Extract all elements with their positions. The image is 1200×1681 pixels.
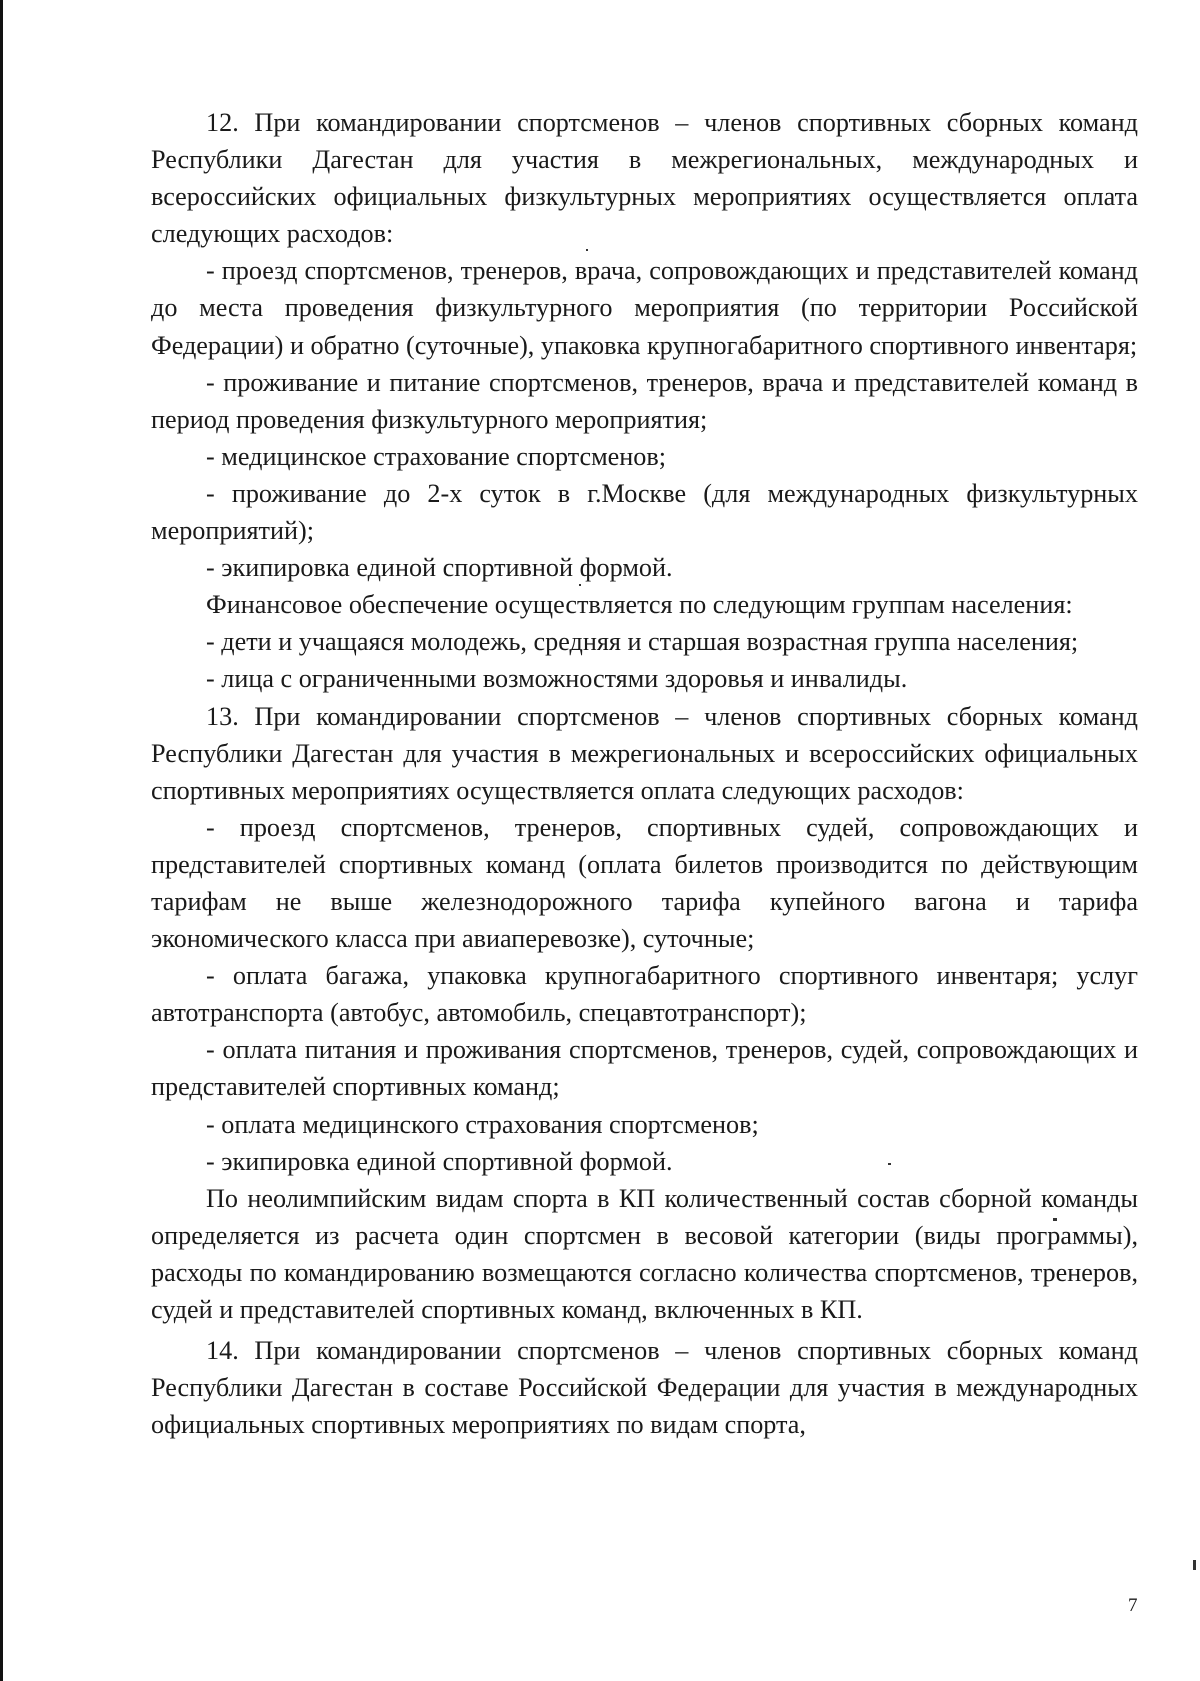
document-body bbox=[151, 104, 1138, 1443]
list-item: - медицинское страхование спортсменов; bbox=[206, 441, 667, 471]
scan-speck bbox=[586, 249, 588, 251]
scan-speck bbox=[888, 1163, 891, 1165]
page-number: 7 bbox=[1128, 1595, 1138, 1616]
list-item: - экипировка единой спортивной формой. bbox=[206, 1146, 673, 1176]
list-item: - оплата медицинского страхования спортсменов; bbox=[206, 1109, 759, 1139]
list-item: - дети и учащаяся молодежь, средняя и старшая возрастная группа населения; bbox=[206, 627, 1079, 657]
scan-speck bbox=[1053, 1218, 1057, 1221]
list-item: - проезд спортсменов, тренеров, спортивных судей, сопровождающих и представителей спортивных команд (оплата билетов производится по действующим тарифам не выше железнодорожного тарифа купейного вагона и тарифа экономического класса при авиаперевозке), суточные; bbox=[151, 812, 1138, 954]
paragraph-financing: Финансовое обеспечение осуществляется по следующим группам населения: bbox=[206, 590, 1073, 620]
paragraph-nonolympic: По неолимпийским видам спорта в КП количественный состав сборной команды определяется из расчета один спортсмен в весовой категории (виды программы), расходы по командированию возмещаются согласно количества спортсменов, тренеров, судей и представителей спортивных команд, включенных в КП. bbox=[151, 1183, 1138, 1324]
paragraph-14: 14. При командировании спортсменов – членов спортивных сборных команд Республики Дагестан в составе Российской Федерации для участия в международных официальных спортивных мероприятиях по видам спорта, bbox=[151, 1336, 1138, 1440]
scan-speck bbox=[579, 584, 581, 586]
page-edge bbox=[0, 0, 3, 1681]
list-item: - оплата багажа, упаковка крупногабаритного спортивного инвентаря; услуг автотранспорта (автобус, автомобиль, спецавтотранспорт); bbox=[151, 961, 1138, 1028]
list-item: - проезд спортсменов, тренеров, врача, сопровождающих и представителей команд до места проведения физкультурного мероприятия (по территории Российской Федерации) и обратно (суточные), упаковка крупногабаритного спортивного инвентаря; bbox=[151, 256, 1138, 360]
list-item: - проживание и питание спортсменов, тренеров, врача и представителей команд в период проведения физкультурного мероприятия; bbox=[151, 367, 1138, 434]
paragraph-12: 12. При командировании спортсменов – членов спортивных сборных команд Республики Дагестан для участия в межрегиональных, международных и всероссийских официальных физкультурных мероприятиях осуществляется оплата следующих расходов: bbox=[151, 108, 1138, 249]
paragraph-13: 13. При командировании спортсменов – членов спортивных сборных команд Республики Дагестан для участия в межрегиональных и всероссийских официальных спортивных мероприятиях осуществляется оплата следующих расходов: bbox=[151, 701, 1138, 805]
list-item: - оплата питания и проживания спортсменов, тренеров, судей, сопровождающих и представителей спортивных команд; bbox=[151, 1035, 1138, 1102]
scan-speck bbox=[1193, 1560, 1196, 1570]
list-item: - лица с ограниченными возможностями здоровья и инвалиды. bbox=[206, 664, 908, 694]
list-item: - проживание до 2-х суток в г.Москве (для международных физкультурных мероприятий); bbox=[151, 478, 1138, 546]
list-item: - экипировка единой спортивной формой. bbox=[206, 553, 673, 583]
